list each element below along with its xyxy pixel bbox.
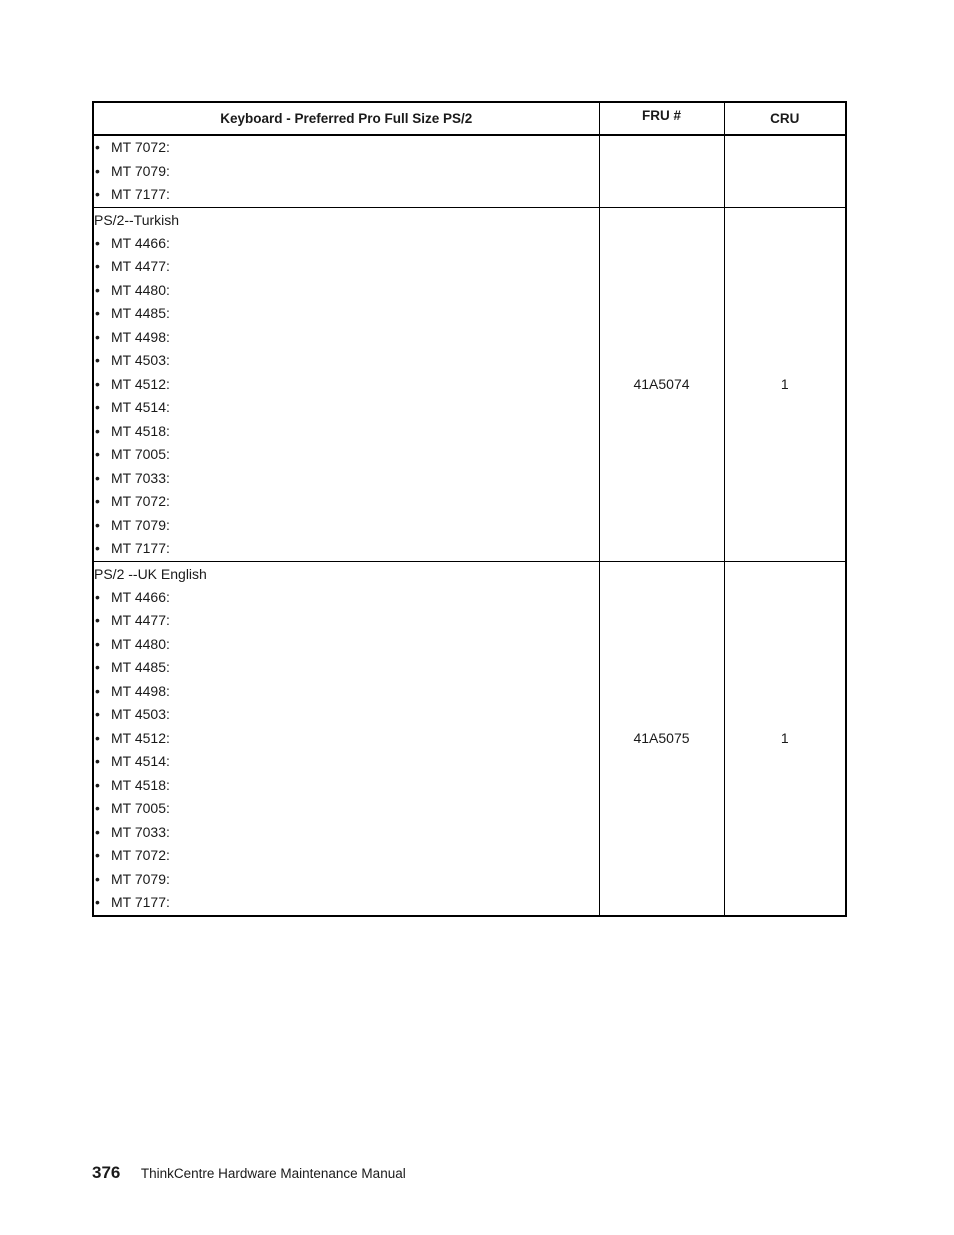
page-number: 376: [92, 1163, 121, 1182]
row-description: [93, 135, 599, 207]
list-item: • MT 4498:: [94, 326, 599, 350]
table-row: [93, 135, 846, 207]
header-description: Keyboard - Preferred Pro Full Size PS/2: [93, 102, 599, 135]
list-item: • MT 4477:: [94, 609, 599, 633]
list-item: • MT 4503:: [94, 703, 599, 727]
row-description: [93, 207, 599, 561]
list-item: • MT 4512:: [94, 727, 599, 751]
list-item: • MT 4514:: [94, 396, 599, 420]
parts-table: [92, 101, 847, 917]
header-row: [93, 102, 846, 135]
list-item: • MT 7177:: [94, 891, 599, 915]
list-item: • MT 4480:: [94, 279, 599, 303]
list-item: • MT 7005:: [94, 443, 599, 467]
table-header: [93, 102, 846, 135]
fru-number: [599, 135, 724, 207]
list-item: • MT 7072:: [94, 490, 599, 514]
manual-title: ThinkCentre Hardware Maintenance Manual: [140, 1166, 406, 1181]
cru-tier: [724, 135, 846, 207]
list-item: • MT 4466:: [94, 232, 599, 256]
list-item: • MT 4512:: [94, 373, 599, 397]
group-label: PS/2--Turkish: [94, 211, 180, 228]
table-body: [93, 135, 846, 916]
list-item: • MT 7033:: [94, 821, 599, 845]
list-item: • MT 4498:: [94, 680, 599, 704]
list-item: • MT 7072:: [94, 136, 599, 160]
list-item: • MT 7177:: [94, 537, 599, 561]
group-label: PS/2 --UK English: [94, 565, 207, 582]
list-item: • MT 4514:: [94, 750, 599, 774]
list-item: • MT 4477:: [94, 255, 599, 279]
header-cru: CRU: [724, 102, 846, 135]
cru-tier: 1: [724, 561, 846, 916]
machine-type-list: [94, 586, 599, 915]
list-item: • MT 4480:: [94, 633, 599, 657]
table-row: [93, 207, 846, 561]
list-item: • MT 4518:: [94, 420, 599, 444]
cru-tier: 1: [724, 207, 846, 561]
list-item: • MT 4485:: [94, 656, 599, 680]
list-item: • MT 7079:: [94, 868, 599, 892]
list-item: • MT 7005:: [94, 797, 599, 821]
row-description: [93, 561, 599, 916]
machine-type-list: [94, 232, 599, 561]
list-item: • MT 7177:: [94, 183, 599, 207]
fru-number: 41A5075: [599, 561, 724, 916]
header-fru: FRU #: [599, 102, 724, 135]
list-item: • MT 7079:: [94, 160, 599, 184]
machine-type-list: [94, 136, 599, 207]
list-item: • MT 4518:: [94, 774, 599, 798]
list-item: • MT 4503:: [94, 349, 599, 373]
list-item: • MT 4485:: [94, 302, 599, 326]
page-footer: [92, 1163, 406, 1183]
list-item: • MT 7079:: [94, 514, 599, 538]
fru-number: 41A5074: [599, 207, 724, 561]
list-item: • MT 4466:: [94, 586, 599, 610]
list-item: • MT 7072:: [94, 844, 599, 868]
table-row: [93, 561, 846, 916]
list-item: • MT 7033:: [94, 467, 599, 491]
